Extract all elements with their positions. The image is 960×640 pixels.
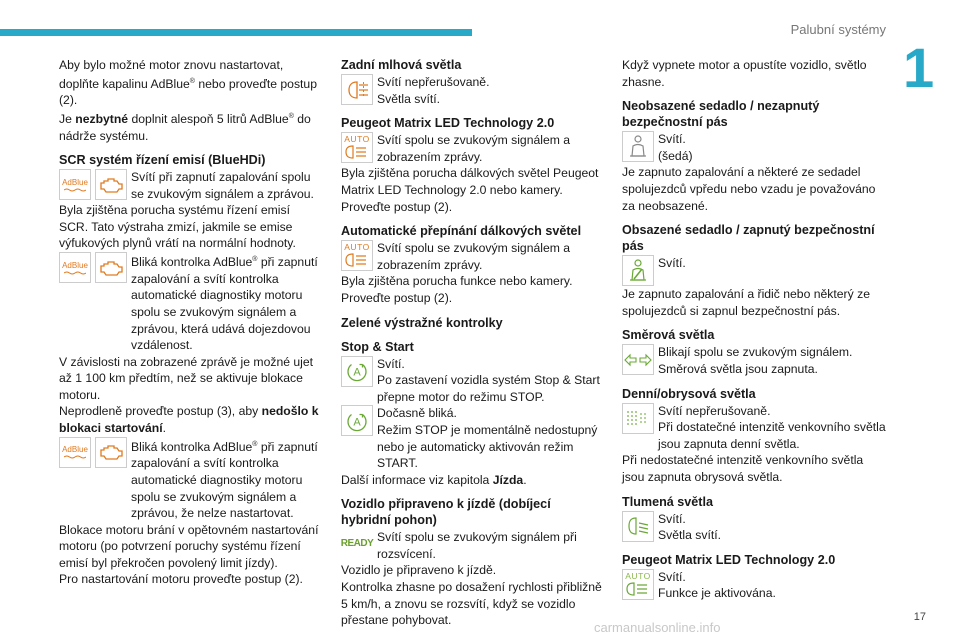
heading-green-warnings: Zelené výstražné kontrolky — [341, 315, 503, 330]
ready-icon: READY — [341, 529, 373, 560]
paragraph: Aby bylo možné motor znovu nastartovat, doplňte kapalinu AdBlue® nebo proveďte postup (2). — [59, 58, 317, 108]
indicator-row: AdBlue Bliká kontrolka AdBlue® při zapnutí zapalování a svítí kontrolka automatické diagnostiky motoru spolu se zvukovým signálem a zprávou, že nelze nastartovat. — [59, 437, 321, 522]
header-title: Palubní systémy — [790, 22, 886, 37]
auto-high-beam-icon: AUTO — [341, 240, 373, 271]
paragraph: Pro nastartování motoru proveďte postup (2). — [59, 572, 303, 587]
header-accent-bar — [0, 29, 472, 36]
heading-unoccupied-seat: Neobsazené sedadlo / nezapnutý bezpečnostní pás — [622, 99, 820, 130]
heading-dipped-beam: Tlumená světla — [622, 494, 713, 509]
paragraph: Byla zjištěna porucha dálkových světel Peugeot Matrix LED Technology 2.0 nebo kamery. Proveďte postup (2). — [341, 166, 599, 214]
indicator-row: A Dočasně bliká. Režim STOP je momentálně nedostupný nebo je automaticky aktivován režim START. — [341, 405, 603, 471]
indicator-row: Svítí. — [622, 255, 888, 286]
indicator-row: AUTO Svítí spolu se zvukovým signálem a zobrazením zprávy. — [341, 132, 603, 165]
adblue-icon: AdBlue — [59, 252, 91, 283]
paragraph: Další informace viz kapitola Jízda. — [341, 472, 527, 487]
paragraph: Je zapnuto zapalování a řidič nebo některý ze spolujezdců si zapnul bezpečnostní pás. — [622, 287, 870, 318]
heading-matrix-led: Peugeot Matrix LED Technology 2.0 — [622, 552, 836, 567]
dipped-beam-icon — [622, 511, 654, 542]
indicator-row: Svítí. (šedá) — [622, 131, 888, 164]
auto-high-beam-icon: AUTO — [341, 132, 373, 163]
column-3 — [622, 57, 888, 602]
heading-turn-signals: Směrová světla — [622, 328, 715, 343]
heading-auto-high-beam: Automatické přepínání dálkových světel — [341, 224, 582, 239]
engine-icon — [95, 169, 127, 200]
column-2 — [341, 57, 603, 629]
paragraph: V závislosti na zobrazené zprávě je možné ujet až 1 100 km předtím, než se aktivuje blokace motoru. — [59, 354, 314, 402]
heading-matrix-led: Peugeot Matrix LED Technology 2.0 — [341, 116, 555, 131]
indicator-row: AUTO Svítí spolu se zvukovým signálem a zobrazením zprávy. — [341, 240, 603, 273]
paragraph: Při nedostatečné intenzitě venkovního světla jsou zapnuta obrysová světla. — [622, 453, 864, 484]
page-number: 17 — [913, 611, 926, 623]
paragraph: Když vypnete motor a opustíte vozidlo, světlo zhasne. — [622, 58, 867, 89]
heading-rear-fog: Zadní mlhová světla — [341, 58, 462, 72]
stop-start-icon — [341, 356, 373, 387]
turn-signal-icon — [622, 344, 654, 375]
heading-scr: SCR systém řízení emisí (BlueHDi) — [59, 153, 266, 168]
paragraph: Je zapnuto zapalování a některé ze sedadel spolujezdců vpředu nebo vzadu je považováno za neobsazené. — [622, 165, 876, 213]
engine-icon — [95, 437, 127, 468]
heading-ready: Vozidlo připraveno k jízdě (dobíjecí hybridní pohon) — [341, 497, 551, 528]
svg-text:A: A — [353, 416, 361, 429]
engine-icon — [95, 252, 127, 283]
heading-occupied-seat: Obsazené sedadlo / zapnutý bezpečnostní pás — [622, 223, 875, 254]
paragraph: Byla zjištěna porucha systému řízení emisí SCR. Tato výstraha zmizí, jakmile se emise výfukových plynů vrátí na normální hodnoty. — [59, 203, 296, 251]
indicator-row: A Svítí. Po zastavení vozidla systém Stop & Start přepne motor do režimu STOP. — [341, 356, 603, 406]
indicator-row: Svítí nepřerušovaně. Světla svítí. — [341, 74, 603, 107]
indicator-row: AdBlue Svítí při zapnutí zapalování spolu se zvukovým signálem a zprávou. — [59, 169, 321, 202]
stop-start-icon — [341, 405, 373, 436]
heading-stop-start: Stop & Start — [341, 339, 414, 354]
paragraph: Kontrolka zhasne po dosažení rychlosti přibližně 5 km/h, a znovu se rozsvítí, když se vozidlo přestane pohybovat. — [341, 580, 602, 628]
indicator-row: AdBlue Bliká kontrolka AdBlue® při zapnutí zapalování a svítí kontrolka automatické diagnostiky motoru spolu se zvukovým signálem a zprávou, která udává dojezdovou vzdálenost. — [59, 252, 321, 354]
watermark: carmanualsonline.info — [594, 620, 721, 635]
paragraph: Blokace motoru brání v opětovném nastartování motoru (po potvrzení poruchy systému řízení emisí byl překročen povolený limit jízdy). — [59, 522, 319, 570]
heading-daytime-lights: Denní/obrysová světla — [622, 386, 756, 401]
svg-text:A: A — [353, 366, 361, 379]
auto-high-beam-icon: AUTO — [622, 569, 654, 600]
paragraph: Je nezbytné doplnit alespoň 5 litrů AdBlue® do nádrže systému. — [59, 111, 311, 143]
seatbelt-icon — [622, 255, 654, 286]
rear-fog-light-icon — [341, 74, 373, 105]
daytime-light-icon — [622, 403, 654, 434]
indicator-row: AUTO Svítí. Funkce je aktivována. — [622, 569, 888, 602]
seatbelt-icon — [622, 131, 654, 162]
column-1 — [59, 57, 321, 588]
adblue-icon: AdBlue — [59, 437, 91, 468]
indicator-row: READY Svítí spolu se zvukovým signálem při rozsvícení. — [340, 530, 577, 561]
paragraph: Neprodleně proveďte postup (3), aby nedošlo k blokaci startování. — [59, 404, 319, 436]
chapter-number: 1 — [903, 36, 935, 99]
indicator-row: Svítí. Světla svítí. — [622, 511, 888, 544]
paragraph: Vozidlo je připraveno k jízdě. — [341, 563, 497, 578]
paragraph: Byla zjištěna porucha funkce nebo kamery. Proveďte postup (2). — [341, 274, 573, 305]
indicator-row: Svítí nepřerušovaně. Při dostatečné intenzitě venkovního světla jsou zapnuta denní světla. — [622, 403, 888, 453]
indicator-row: Blikají spolu se zvukovým signálem. Směrová světla jsou zapnuta. — [622, 344, 888, 377]
adblue-icon: AdBlue — [59, 169, 91, 200]
